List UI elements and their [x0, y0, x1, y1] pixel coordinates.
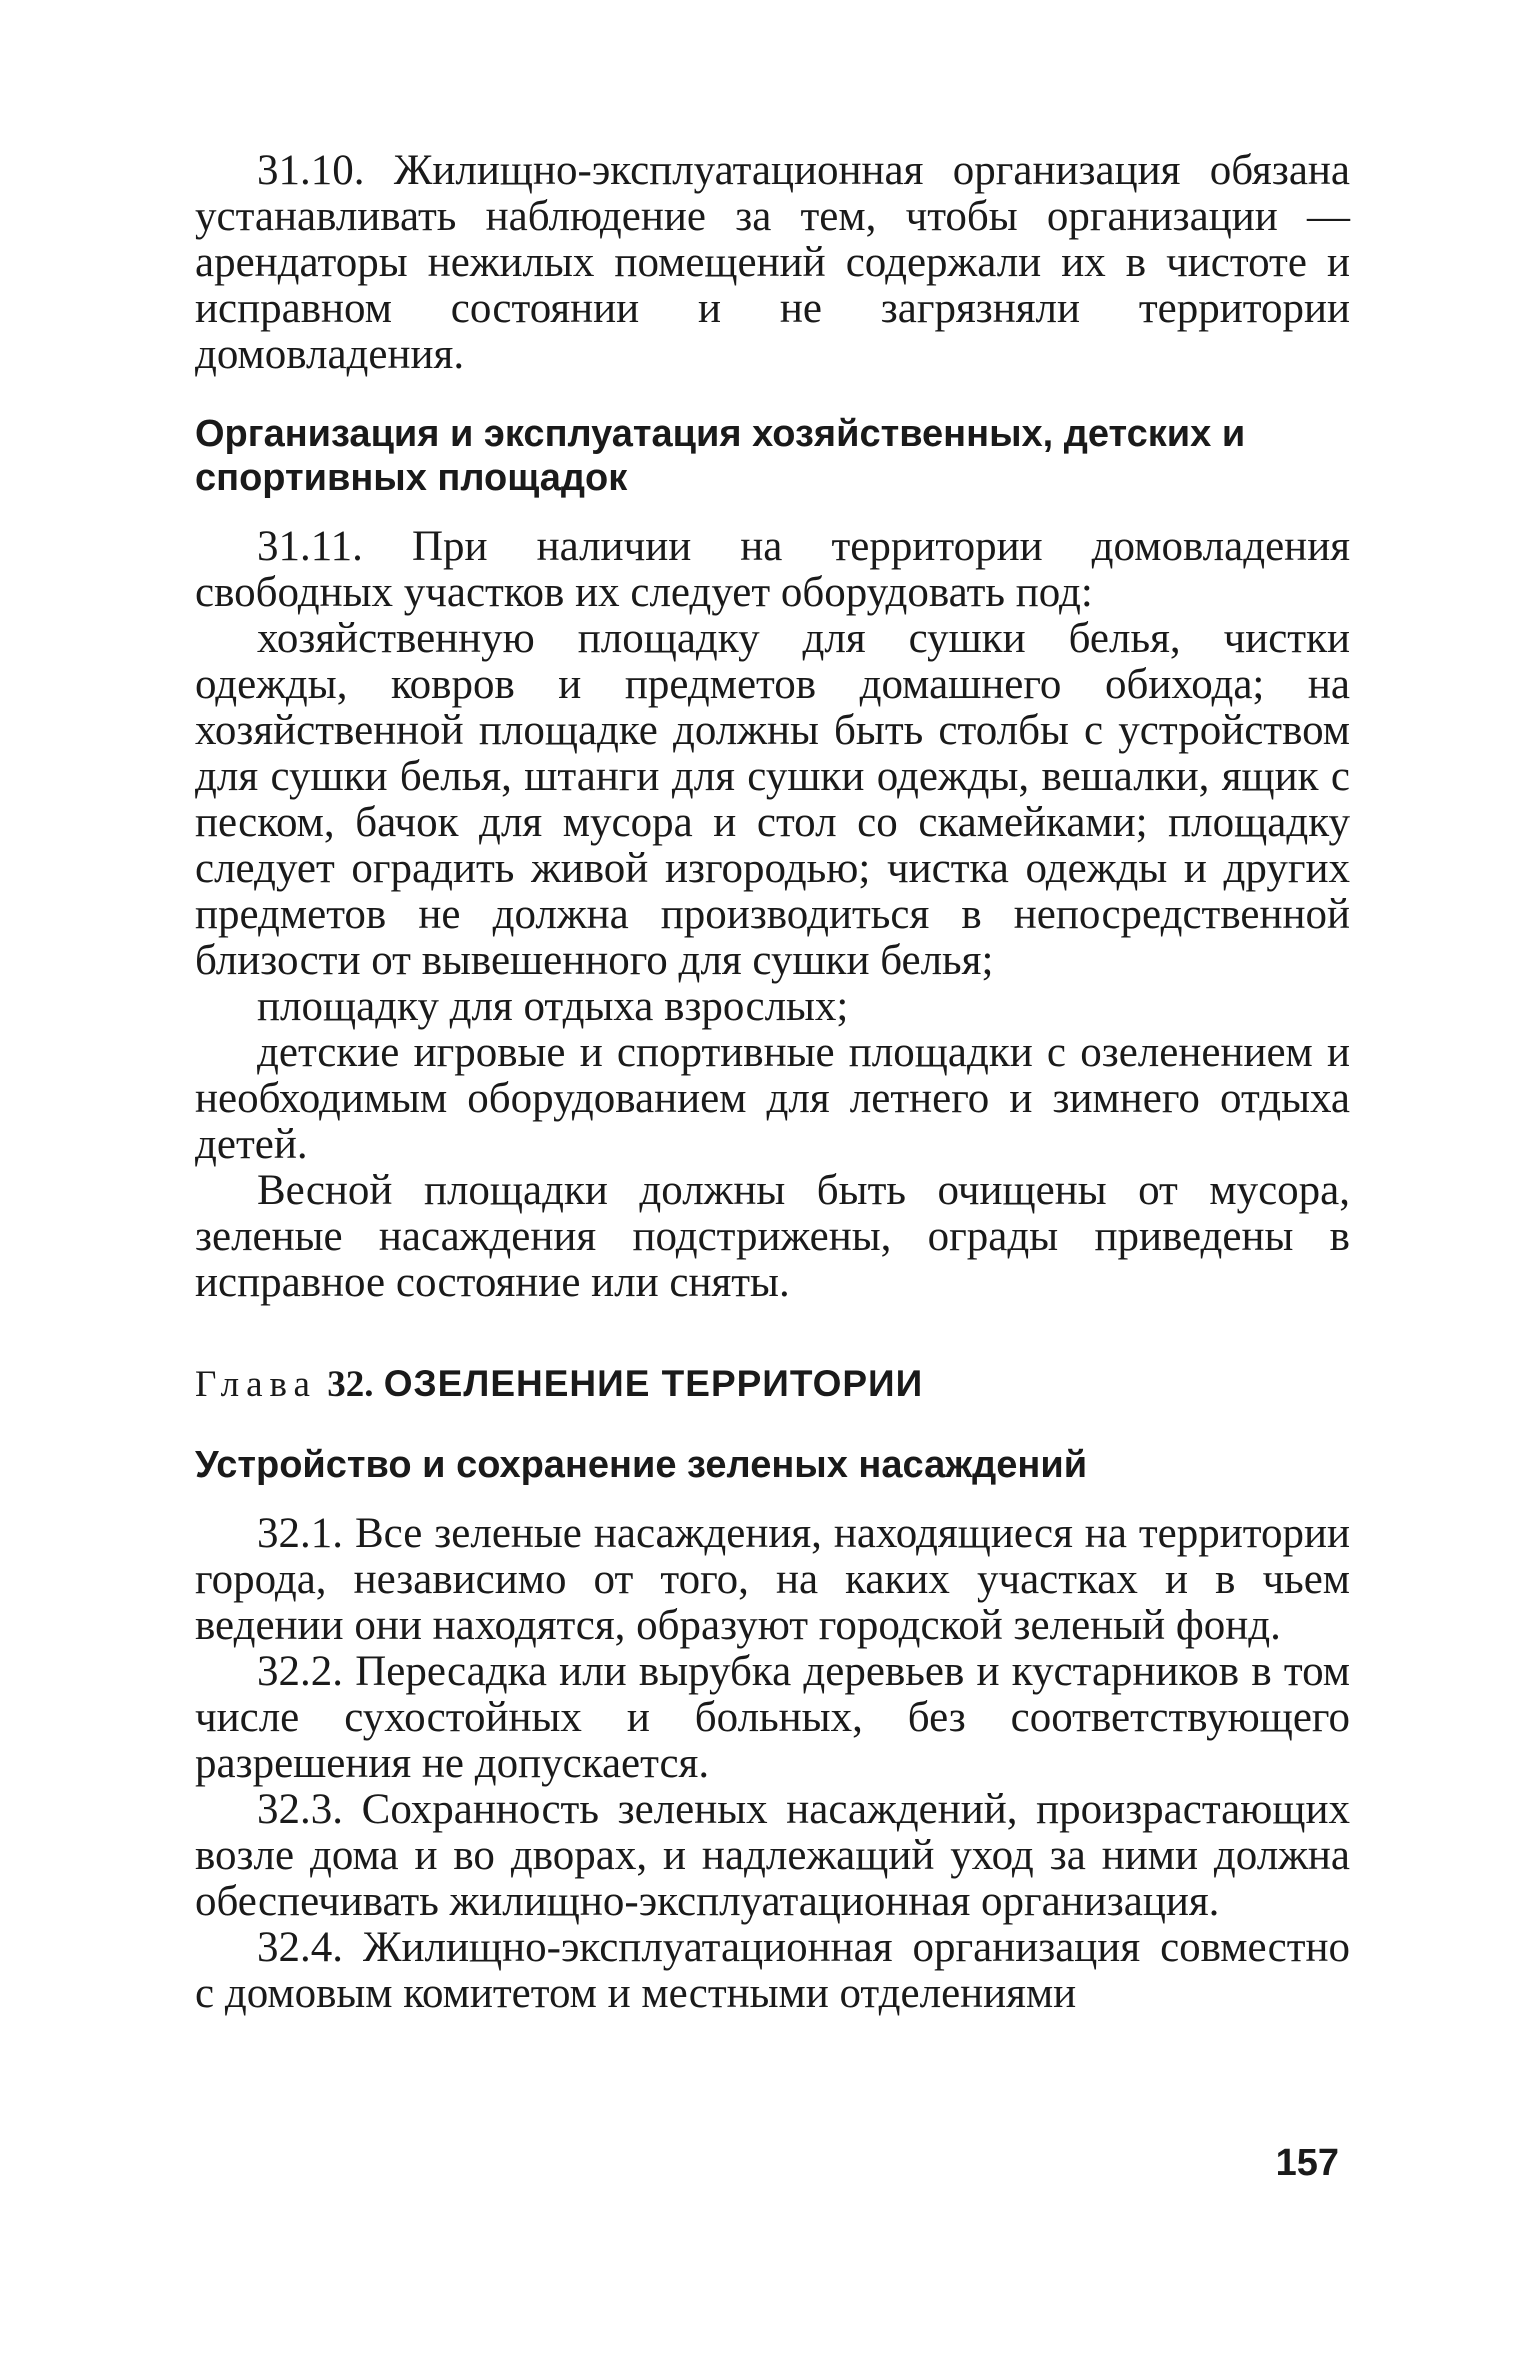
paragraph-spring-cleaning: Весной площадки должны быть очищены от мусора, зеленые насаждения подстрижены, ограды приведены в исправное состояние или сняты.	[195, 1167, 1350, 1306]
section-heading-green-spaces: Устройство и сохранение зеленых насаждений	[195, 1444, 1088, 1486]
section-heading-playgrounds: Организация и эксплуатация хозяйственных, детских и спортивных площадок	[195, 413, 1246, 499]
paragraph-31-10: 31.10. Жилищно-эксплуатационная организация обязана устанавливать наблюдение за тем, чтобы организации — арендаторы нежилых помещений содержали их в чистоте и исправном состоянии и не загрязняли территории домовладения.	[195, 147, 1350, 378]
page-body	[195, 148, 1350, 2017]
paragraph-31-11: 31.11. При наличии на территории домовладения свободных участков их следует оборудовать под:	[195, 523, 1350, 616]
chapter-title: ОЗЕЛЕНЕНИЕ ТЕРРИТОРИИ	[383, 1363, 924, 1404]
paragraph-household-area: хозяйственную площадку для сушки белья, чистки одежды, ковров и предметов домашнего обихода; на хозяйственной площадке должны быть столбы с устройством для сушки белья, штанги для сушки одежды, вешалки, ящик с песком, бачок для мусора и стол со скамейками; площадку следует оградить живой изгородью; чистка одежды и других предметов не должна производиться в непосредственной близости от вывешенного для сушки белья;	[195, 615, 1350, 984]
paragraph-32-1: 32.1. Все зеленые насаждения, находящиеся на территории города, независимо от того, на каких участках и в чьем ведении они находятся, образуют городской зеленый фонд.	[195, 1510, 1350, 1649]
paragraph-32-4: 32.4. Жилищно-эксплуатационная организация совместно с домовым комитетом и местными отделениями	[195, 1924, 1350, 2017]
page-number: 157	[1275, 2142, 1339, 2184]
paragraph-32-3: 32.3. Сохранность зеленых насаждений, произрастающих возле дома и во дворах, и надлежащий уход за ними должна обеспечивать жилищно-эксплуатационная организация.	[195, 1786, 1350, 1925]
chapter-label: Глава	[195, 1364, 317, 1405]
paragraph-32-2: 32.2. Пересадка или вырубка деревьев и кустарников в том числе сухостойных и больных, без соответствующего разрешения не допускается.	[195, 1648, 1350, 1787]
paragraph-adult-area: площадку для отдыха взрослых;	[257, 983, 849, 1030]
chapter-heading	[195, 1362, 1350, 1407]
paragraph-children-area: детские игровые и спортивные площадки с озеленением и необходимым оборудованием для летнего и зимнего отдыха детей.	[195, 1029, 1350, 1168]
chapter-number: 32.	[327, 1364, 374, 1405]
